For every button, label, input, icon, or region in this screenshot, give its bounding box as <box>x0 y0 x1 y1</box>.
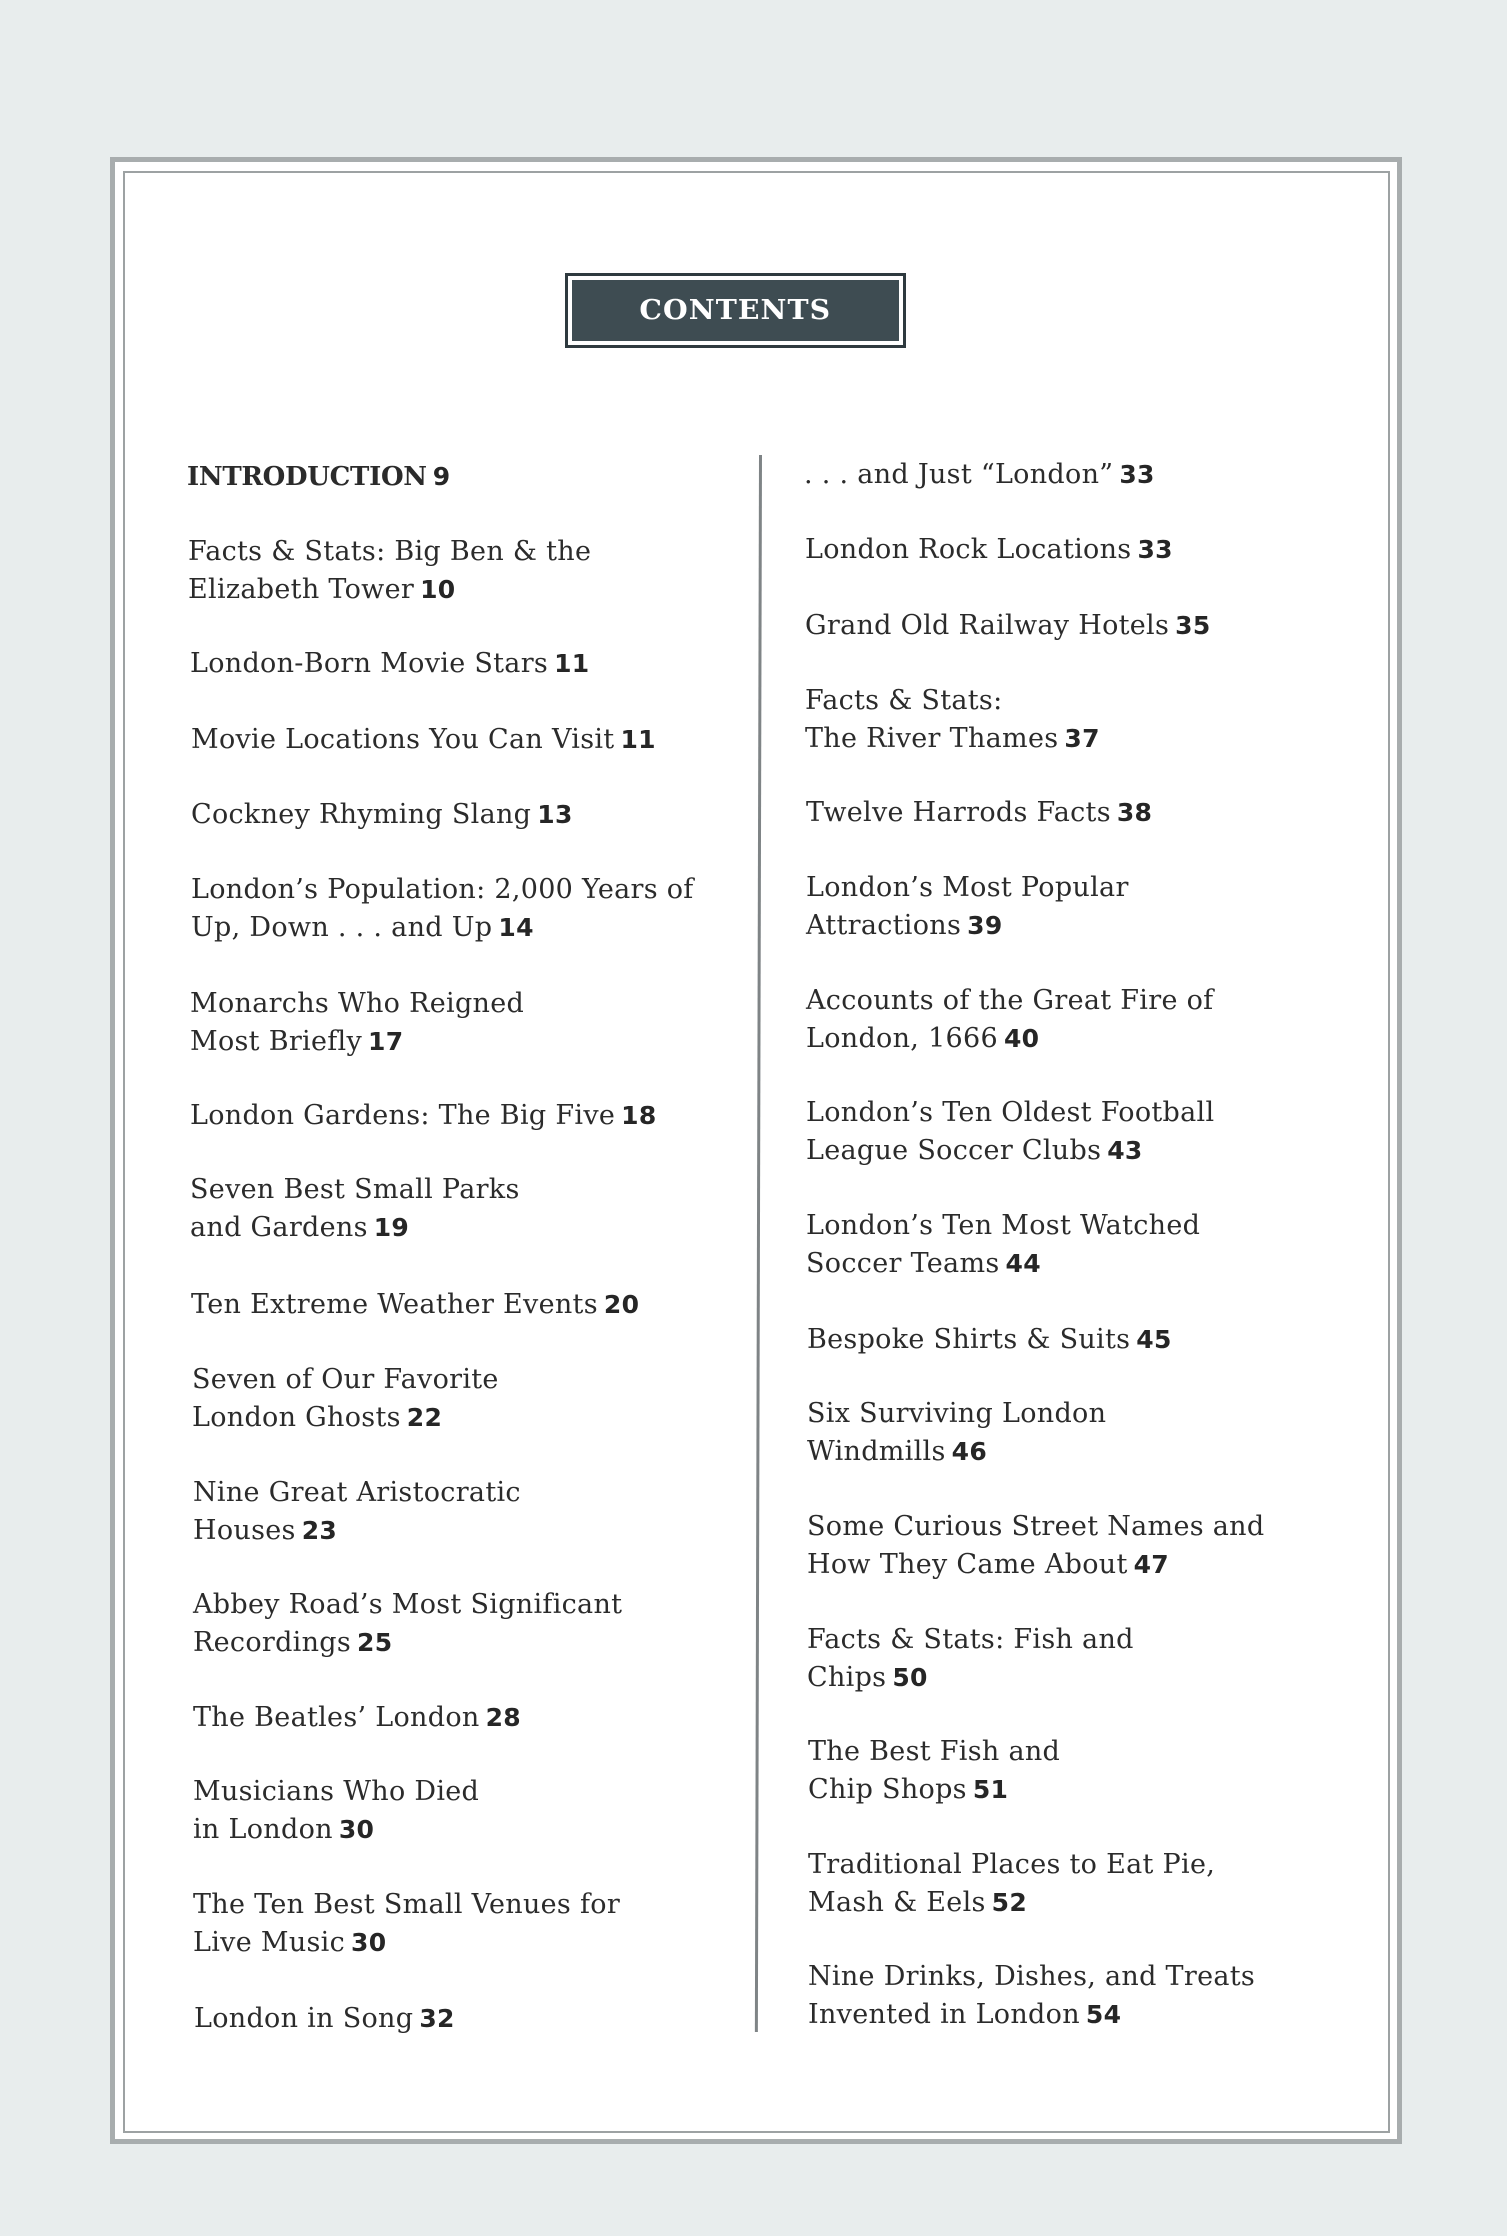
toc-entry-title: London’s Population: 2,000 Years of <box>191 874 694 905</box>
toc-page-number: 50 <box>892 1663 928 1692</box>
toc-entry-title: The Ten Best Small Venues for <box>193 1889 621 1920</box>
toc-entry[interactable] <box>808 1733 1060 1809</box>
contents-heading: CONTENTS <box>639 295 832 326</box>
toc-entry[interactable] <box>191 721 656 759</box>
contents-heading-fill <box>572 280 899 341</box>
toc-page-number: 44 <box>1005 1249 1041 1278</box>
toc-entry-title: London in Song <box>194 2003 414 2034</box>
toc-entry[interactable] <box>192 1361 499 1437</box>
toc-page-number: 23 <box>301 1516 338 1545</box>
toc-entry-title: Attractions <box>806 910 962 941</box>
toc-entry[interactable] <box>806 869 1129 945</box>
toc-page-number: 22 <box>406 1403 443 1432</box>
toc-entry[interactable] <box>805 607 1211 645</box>
toc-entry-title: Mash & Eels <box>808 1887 986 1918</box>
toc-entry-title: Musicians Who Died <box>193 1776 480 1807</box>
toc-entry[interactable] <box>806 982 1213 1058</box>
toc-entry[interactable] <box>805 682 1100 758</box>
toc-entry-title: London Rock Locations <box>805 534 1132 565</box>
toc-entry-title: Chips <box>807 1662 887 1693</box>
toc-entry-title: How They Came About <box>807 1549 1128 1580</box>
toc-entry-title: Movie Locations You Can Visit <box>191 724 615 755</box>
toc-entry-title: Accounts of the Great Fire of <box>806 985 1214 1016</box>
toc-page-number: 30 <box>338 1815 375 1844</box>
toc-page-number: 47 <box>1133 1550 1169 1579</box>
toc-page-number: 9 <box>432 462 451 491</box>
toc-entry-title: Six Surviving London <box>807 1398 1107 1429</box>
toc-entry-title: Nine Great Aristocratic <box>193 1477 521 1508</box>
toc-page-number: 40 <box>1003 1024 1040 1053</box>
toc-entry[interactable] <box>193 1886 620 1962</box>
toc-entry[interactable] <box>806 794 1152 832</box>
toc-page-number: 45 <box>1136 1325 1172 1354</box>
toc-entry[interactable] <box>807 1395 1106 1471</box>
toc-entry-title: Nine Drinks, Dishes, and Treats <box>808 1961 1256 1992</box>
toc-page-number: 39 <box>967 911 1003 940</box>
toc-entry-title: Houses <box>193 1515 296 1546</box>
toc-page-number: 14 <box>498 913 534 942</box>
toc-entry[interactable] <box>808 1958 1255 2034</box>
contents-heading-box <box>565 273 906 348</box>
toc-entry-title: The Beatles’ London <box>193 1702 480 1733</box>
toc-entry-title: The Best Fish and <box>808 1736 1061 1767</box>
toc-entry[interactable] <box>193 1699 521 1737</box>
toc-page-number: 46 <box>951 1437 988 1466</box>
toc-page-number: 11 <box>554 649 590 678</box>
toc-entry-title: League Soccer Clubs <box>806 1135 1102 1166</box>
toc-page-number: 11 <box>620 725 656 754</box>
toc-entry-title: Abbey Road’s Most Significant <box>193 1589 623 1620</box>
toc-page-number: 17 <box>368 1027 404 1056</box>
toc-entry-title: Some Curious Street Names and <box>807 1511 1265 1542</box>
toc-entry-title: in London <box>193 1814 333 1845</box>
toc-entry[interactable] <box>807 1621 1134 1697</box>
toc-entry-title: The River Thames <box>805 723 1059 754</box>
toc-entry-title: Monarchs Who Reigned <box>190 988 525 1019</box>
toc-page-number: 51 <box>972 1775 1009 1804</box>
toc-entry[interactable] <box>808 1846 1215 1922</box>
toc-entry-title: Soccer Teams <box>806 1248 1000 1279</box>
toc-entry-title: Cockney Rhyming Slang <box>191 799 532 830</box>
toc-entry[interactable] <box>191 1286 639 1324</box>
toc-entry-title: London’s Ten Most Watched <box>806 1210 1201 1241</box>
toc-entry-introduction[interactable] <box>187 458 450 496</box>
toc-page-number: 30 <box>351 1928 387 1957</box>
toc-entry[interactable] <box>190 1171 520 1247</box>
toc-page-number: 28 <box>485 1703 521 1732</box>
toc-entry[interactable] <box>190 1097 657 1135</box>
toc-page-number: 25 <box>357 1628 393 1657</box>
toc-page-number: 37 <box>1064 724 1100 753</box>
toc-entry[interactable] <box>190 985 524 1061</box>
toc-entry[interactable] <box>188 533 591 609</box>
toc-entry[interactable] <box>806 1094 1214 1170</box>
toc-page-number: 43 <box>1107 1136 1143 1165</box>
toc-page-number: 52 <box>991 1888 1028 1917</box>
toc-entry-title: London’s Ten Oldest Football <box>806 1097 1215 1128</box>
toc-entry-title: INTRODUCTION <box>187 462 427 492</box>
toc-entry-title: Invented in London <box>808 1999 1080 2030</box>
toc-entry[interactable] <box>805 531 1173 569</box>
toc-entry-title: London, 1666 <box>806 1023 998 1054</box>
toc-entry[interactable] <box>193 1586 622 1662</box>
toc-entry-title: Grand Old Railway Hotels <box>805 610 1170 641</box>
toc-entry-title: London Ghosts <box>192 1402 401 1433</box>
toc-entry[interactable] <box>191 871 694 947</box>
toc-page-number: 13 <box>537 800 573 829</box>
toc-entry-title: London-Born Movie Stars <box>190 648 549 679</box>
toc-entry-title: and Gardens <box>190 1212 368 1243</box>
toc-page-number: 18 <box>621 1101 657 1130</box>
toc-entry[interactable] <box>807 1508 1264 1584</box>
toc-entry-title: Twelve Harrods Facts <box>806 797 1111 828</box>
toc-entry-title: . . . and Just “London” <box>804 459 1114 490</box>
toc-page-number: 54 <box>1085 2000 1122 2029</box>
toc-page-number: 35 <box>1175 611 1211 640</box>
toc-entry[interactable] <box>193 1773 479 1849</box>
toc-entry[interactable] <box>807 1321 1172 1359</box>
toc-entry-title: Chip Shops <box>808 1774 967 1805</box>
toc-entry-title: Facts & Stats: Fish and <box>807 1624 1134 1655</box>
toc-entry[interactable] <box>190 645 589 683</box>
toc-page-number: 32 <box>419 2004 455 2033</box>
toc-page-number: 20 <box>603 1290 640 1319</box>
toc-entry-title: Live Music <box>193 1927 346 1958</box>
toc-entry[interactable] <box>194 2000 455 2038</box>
toc-entry-title: Seven of Our Favorite <box>192 1364 499 1395</box>
toc-entry[interactable] <box>191 796 573 834</box>
toc-page-number: 19 <box>373 1213 410 1242</box>
toc-page-number: 10 <box>420 575 456 604</box>
toc-entry-title: Facts & Stats: <box>805 685 1003 716</box>
toc-page-number: 33 <box>1137 535 1173 564</box>
toc-entry-title: Most Briefly <box>190 1026 363 1057</box>
toc-entry-title: Up, Down . . . and Up <box>191 912 493 943</box>
toc-entry[interactable] <box>806 1207 1200 1283</box>
toc-page-number: 33 <box>1119 460 1155 489</box>
toc-entry-title: Recordings <box>193 1627 352 1658</box>
toc-entry-title: London’s Most Popular <box>806 872 1129 903</box>
toc-entry[interactable] <box>804 456 1155 494</box>
toc-entry-title: Traditional Places to Eat Pie, <box>808 1849 1216 1880</box>
toc-page-number: 38 <box>1116 798 1153 827</box>
toc-entry[interactable] <box>193 1474 521 1550</box>
toc-entry-title: Elizabeth Tower <box>188 574 415 605</box>
toc-entry-title: Seven Best Small Parks <box>190 1174 520 1205</box>
toc-entry-title: London Gardens: The Big Five <box>190 1100 616 1131</box>
toc-entry-title: Windmills <box>807 1436 946 1467</box>
toc-entry-title: Bespoke Shirts & Suits <box>807 1324 1131 1355</box>
toc-entry-title: Facts & Stats: Big Ben & the <box>188 536 592 567</box>
toc-entry-title: Ten Extreme Weather Events <box>191 1289 598 1320</box>
